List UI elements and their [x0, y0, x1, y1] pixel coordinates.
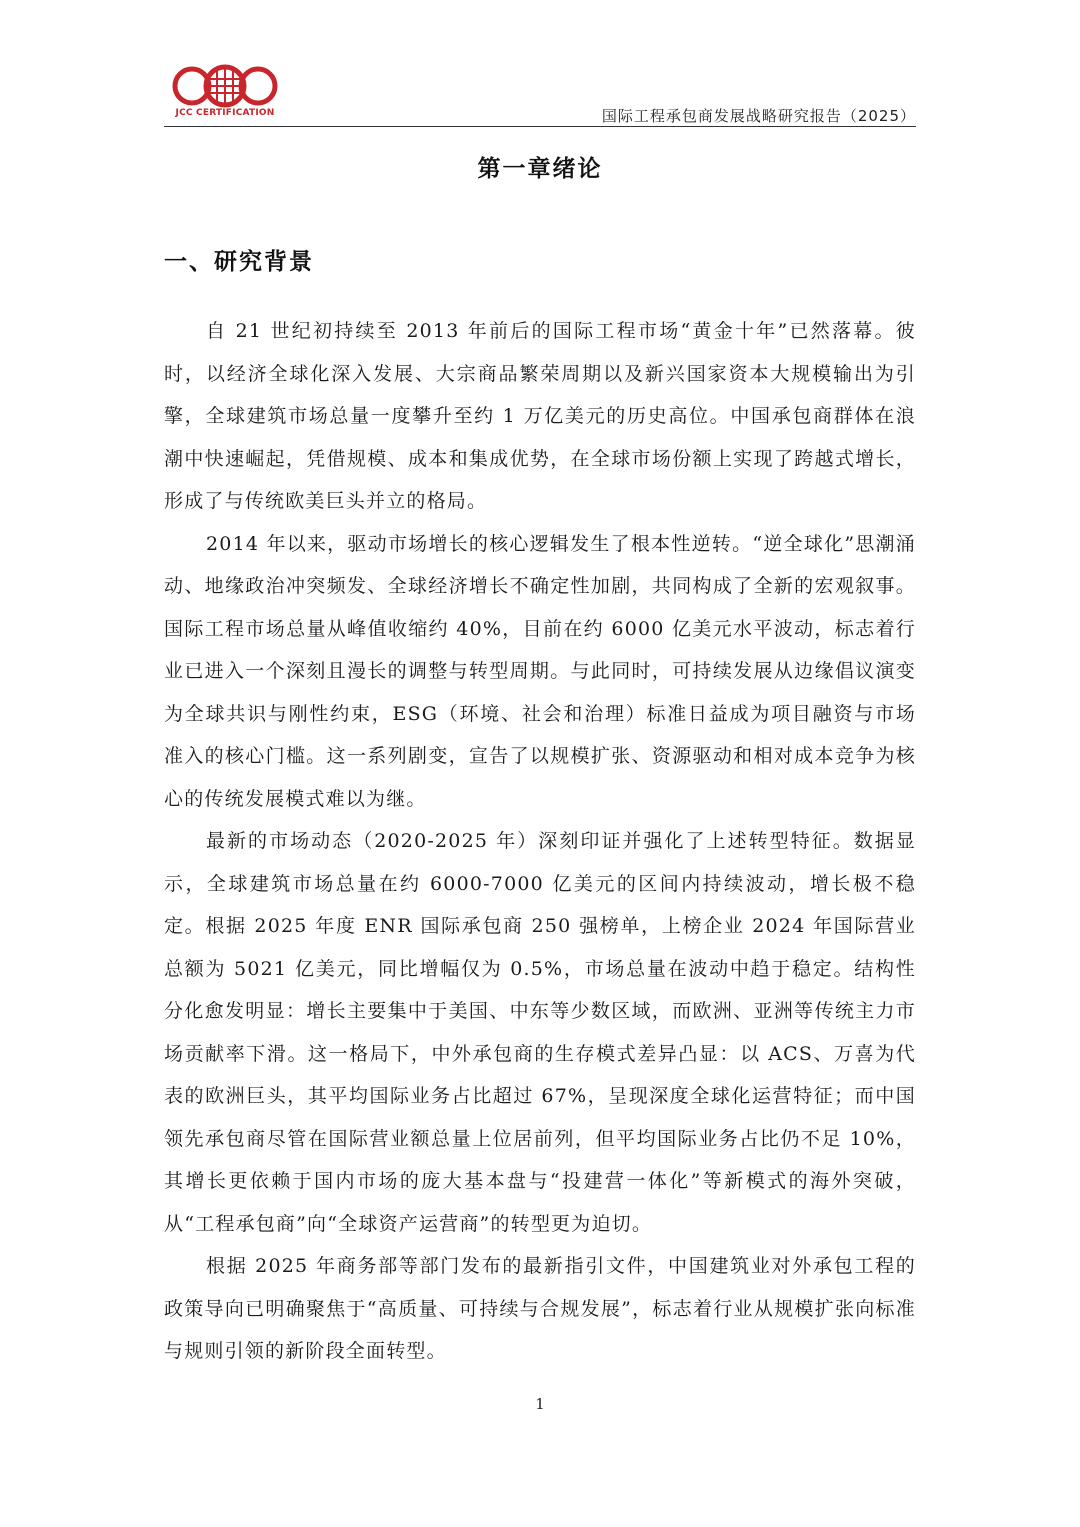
- header-divider: [164, 126, 916, 127]
- section-title: 一、研究背景: [164, 249, 314, 275]
- paragraph: 最新的市场动态（2020-2025 年）深刻印证并强化了上述转型特征。数据显示，全球建筑市场总量在约 6000-7000 亿美元的区间内持续波动，增长极不稳定。根据 2025 年度 ENR 国际承包商 250 强榜单，上榜企业 2024 年国际营业总额为 5021 亿美元，同比增幅仅为 0.5%，市场总量在波动中趋于稳定。结构性分化愈发明显：增长主要集中于美国、中东等少数区域，而欧洲、亚洲等传统主力市场贡献率下滑。这一格局下，中外承包商的生存模式差异凸显：以 ACS、万喜为代表的欧洲巨头，其平均国际业务占比超过 67%，呈现深度全球化运营特征；而中国领先承包商尽管在国际营业额总量上位居前列，但平均国际业务占比仍不足 10%，其增长更依赖于国内市场的庞大基本盘与“投建营一体化”等新模式的海外突破，从“工程承包商”向“全球资产运营商”的转型更为迫切。: [164, 830, 916, 1235]
- paragraph: 自 21 世纪初持续至 2013 年前后的国际工程市场“黄金十年”已然落幕。彼时，以经济全球化深入发展、大宗商品繁荣周期以及新兴国家资本大规模输出为引擎，全球建筑市场总量一度攀升至约 1 万亿美元的历史高位。中国承包商群体在浪潮中快速崛起，凭借规模、成本和集成优势，在全球市场份额上实现了跨越式增长，形成了与传统欧美巨头并立的格局。: [164, 320, 916, 512]
- chapter-title: 第一章绪论: [477, 156, 603, 182]
- page-number: 1: [535, 1395, 545, 1413]
- body-text: [164, 310, 916, 1373]
- logo-text: JCC CERTIFICATION: [175, 108, 275, 118]
- report-header-title: 国际工程承包商发展战略研究报告（2025）: [601, 107, 916, 125]
- paragraph: 根据 2025 年商务部等部门发布的最新指引文件，中国建筑业对外承包工程的政策导向已明确聚焦于“高质量、可持续与合规发展”，标志着行业从规模扩张向标准与规则引领的新阶段全面转型。: [164, 1255, 916, 1362]
- paragraph: 2014 年以来，驱动市场增长的核心逻辑发生了根本性逆转。“逆全球化”思潮涌动、地缘政治冲突频发、全球经济增长不确定性加剧，共同构成了全新的宏观叙事。国际工程市场总量从峰值收缩约 40%，目前在约 6000 亿美元水平波动，标志着行业已进入一个深刻且漫长的调整与转型周期。与此同时，可持续发展从边缘倡议演变为全球共识与刚性约束，ESG（环境、社会和治理）标准日益成为项目融资与市场准入的核心门槛。这一系列剧变，宣告了以规模扩张、资源驱动和相对成本竞争为核心的传统发展模式难以为继。: [164, 532, 916, 810]
